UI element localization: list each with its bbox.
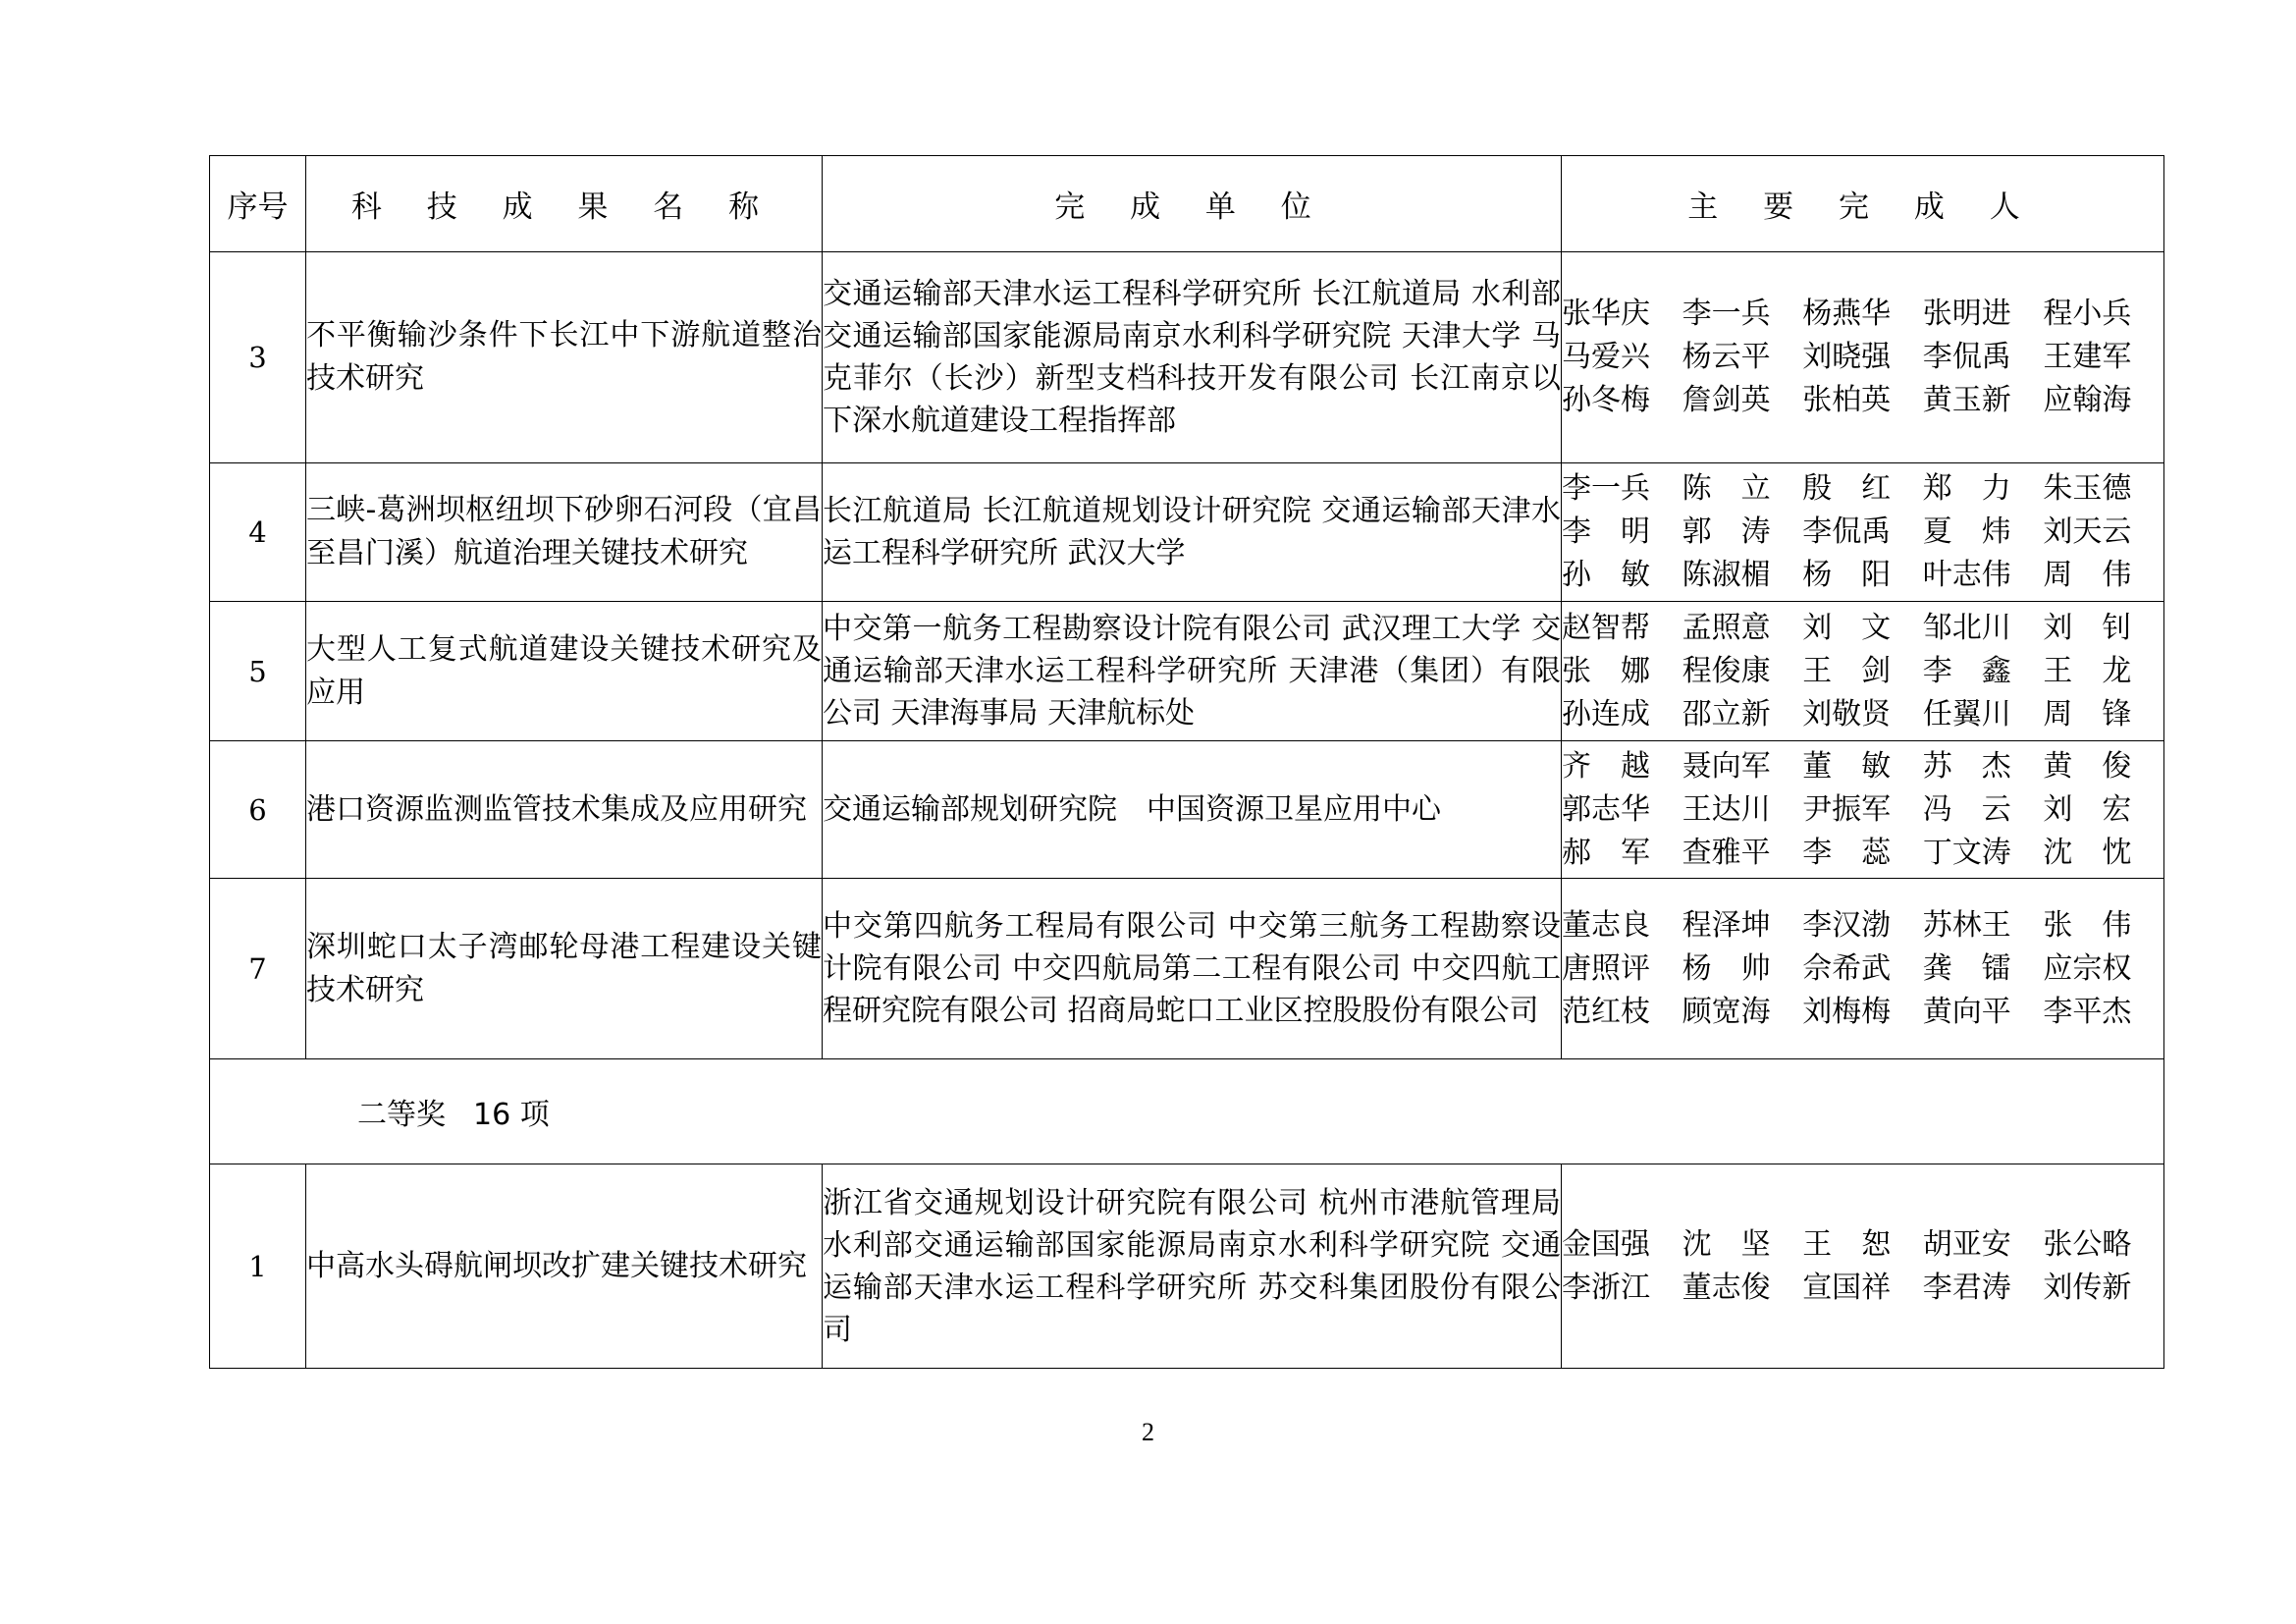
section-row xyxy=(210,1059,2164,1164)
person-name: 邹北川 xyxy=(1922,610,2011,645)
table-row xyxy=(210,741,2164,879)
person-name: 杨 阳 xyxy=(1802,558,1892,592)
completing-units: 中交第一航务工程勘察设计院有限公司 武汉理工大学 交通运输部天津水运工程科学研究所 天津港（集团）有限公司 天津海事局 天津航标处 xyxy=(823,602,1562,741)
achievement-name: 深圳蛇口太子湾邮轮母港工程建设关键技术研究 xyxy=(306,879,823,1059)
table-row xyxy=(210,463,2164,602)
person-name: 刘梅梅 xyxy=(1802,994,1892,1029)
person-name: 王达川 xyxy=(1682,791,1771,827)
page-number: 2 xyxy=(1142,1418,1154,1446)
person-name: 张 伟 xyxy=(2043,907,2132,943)
person-name: 李汉渤 xyxy=(1802,907,1892,943)
table-row xyxy=(210,879,2164,1059)
person-name: 马爱兴 xyxy=(1562,340,1650,374)
person-name: 沈 忱 xyxy=(2043,835,2132,870)
row-number: 3 xyxy=(210,252,306,463)
person-name: 刘 宏 xyxy=(2043,791,2132,827)
person-name: 孙连成 xyxy=(1562,696,1650,731)
completing-units: 浙江省交通规划设计研究院有限公司 杭州市港航管理局 水利部交通运输部国家能源局南京水利科学研究院 交通运输部天津水运工程科学研究所 苏交科集团股份有限公司 xyxy=(823,1164,1562,1369)
header-name: 科 技 成 果 名 称 xyxy=(306,156,823,252)
person-name: 唐照评 xyxy=(1562,950,1650,986)
person-name: 苏林王 xyxy=(1922,907,2011,943)
header-row xyxy=(210,156,2164,252)
person-name: 郭志华 xyxy=(1562,791,1650,827)
person-name: 李君涛 xyxy=(1922,1270,2011,1305)
person-name: 张公略 xyxy=(2043,1226,2132,1262)
completing-units: 交通运输部规划研究院 中国资源卫星应用中心 xyxy=(823,741,1562,879)
person-name: 齐 越 xyxy=(1562,748,1650,784)
person-name: 黄向平 xyxy=(1922,994,2011,1029)
person-name: 王 剑 xyxy=(1802,653,1892,688)
person-name: 李一兵 xyxy=(1562,471,1650,506)
header-seq: 序号 xyxy=(210,156,306,252)
person-name: 李 明 xyxy=(1562,514,1650,549)
completing-units: 长江航道局 长江航道规划设计研究院 交通运输部天津水运工程科学研究所 武汉大学 xyxy=(823,463,1562,602)
person-name: 张柏英 xyxy=(1802,383,1892,417)
person-name: 殷 红 xyxy=(1802,471,1892,506)
person-name: 刘天云 xyxy=(2043,514,2132,549)
person-name: 董志良 xyxy=(1562,907,1650,943)
person-name: 丁文涛 xyxy=(1922,835,2011,870)
person-name: 刘 文 xyxy=(1802,610,1892,645)
person-name: 聂向军 xyxy=(1682,748,1771,784)
table-row xyxy=(210,602,2164,741)
person-name: 刘传新 xyxy=(2043,1270,2132,1305)
row-number: 1 xyxy=(210,1164,306,1369)
achievement-name: 不平衡输沙条件下长江中下游航道整治技术研究 xyxy=(306,252,823,463)
person-name: 应宗权 xyxy=(2043,950,2132,986)
person-name: 冯 云 xyxy=(1922,791,2011,827)
person-name: 董志俊 xyxy=(1682,1270,1771,1305)
person-name: 郝 军 xyxy=(1562,835,1650,870)
person-name: 范红枝 xyxy=(1562,994,1650,1029)
person-name: 顾宽海 xyxy=(1682,994,1771,1029)
row-number: 6 xyxy=(210,741,306,879)
person-name: 杨燕华 xyxy=(1802,297,1892,331)
person-name: 郑 力 xyxy=(1922,471,2011,506)
row-number: 7 xyxy=(210,879,306,1059)
person-name: 程小兵 xyxy=(2043,297,2132,331)
table-row xyxy=(210,1164,2164,1369)
person-name: 张华庆 xyxy=(1562,297,1650,331)
main-people xyxy=(1562,252,2164,463)
main-people xyxy=(1562,602,2164,741)
person-name: 陈淑楣 xyxy=(1682,558,1771,592)
main-people xyxy=(1562,1164,2164,1369)
person-name: 李 鑫 xyxy=(1922,653,2011,688)
person-name: 孟照意 xyxy=(1682,610,1771,645)
person-name: 孙 敏 xyxy=(1562,558,1650,592)
person-name: 黄 俊 xyxy=(2043,748,2132,784)
person-name: 王建军 xyxy=(2043,340,2132,374)
achievement-name: 中高水头碍航闸坝改扩建关键技术研究 xyxy=(306,1164,823,1369)
section-title: 二等奖 xyxy=(357,1098,446,1132)
person-name: 黄玉新 xyxy=(1922,383,2011,417)
main-people xyxy=(1562,879,2164,1059)
person-name: 李侃禹 xyxy=(1922,340,2011,374)
person-name: 刘 钊 xyxy=(2043,610,2132,645)
person-name: 张明进 xyxy=(1922,297,2011,331)
person-name: 尹振军 xyxy=(1802,791,1892,827)
person-name: 龚 镭 xyxy=(1922,950,2011,986)
section-heading xyxy=(210,1059,2164,1164)
table-row xyxy=(210,252,2164,463)
section-count: 16 项 xyxy=(473,1098,550,1132)
person-name: 李一兵 xyxy=(1682,297,1771,331)
person-name: 程泽坤 xyxy=(1682,907,1771,943)
person-name: 胡亚安 xyxy=(1922,1226,2011,1262)
person-name: 杨 帅 xyxy=(1682,950,1771,986)
person-name: 李 蕊 xyxy=(1802,835,1892,870)
person-name: 周 伟 xyxy=(2043,558,2132,592)
row-number: 4 xyxy=(210,463,306,602)
person-name: 任翼川 xyxy=(1922,696,2011,731)
achievement-name: 大型人工复式航道建设关键技术研究及应用 xyxy=(306,602,823,741)
person-name: 佘希武 xyxy=(1802,950,1892,986)
main-people xyxy=(1562,741,2164,879)
person-name: 刘晓强 xyxy=(1802,340,1892,374)
person-name: 朱玉德 xyxy=(2043,471,2132,506)
person-name: 沈 坚 xyxy=(1682,1226,1771,1262)
completing-units: 中交第四航务工程局有限公司 中交第三航务工程勘察设计院有限公司 中交四航局第二工程有限公司 中交四航工程研究院有限公司 招商局蛇口工业区控股股份有限公司 xyxy=(823,879,1562,1059)
person-name: 李浙江 xyxy=(1562,1270,1650,1305)
person-name: 苏 杰 xyxy=(1922,748,2011,784)
person-name: 程俊康 xyxy=(1682,653,1771,688)
person-name: 叶志伟 xyxy=(1922,558,2011,592)
person-name: 金国强 xyxy=(1562,1226,1650,1262)
main-people xyxy=(1562,463,2164,602)
person-name: 王 龙 xyxy=(2043,653,2132,688)
person-name: 李侃禹 xyxy=(1802,514,1892,549)
header-units: 完 成 单 位 xyxy=(823,156,1562,252)
header-people: 主 要 完 成 人 xyxy=(1562,156,2164,252)
person-name: 董 敏 xyxy=(1802,748,1892,784)
person-name: 孙冬梅 xyxy=(1562,383,1650,417)
achievement-name: 三峡-葛洲坝枢纽坝下砂卵石河段（宜昌至昌门溪）航道治理关键技术研究 xyxy=(306,463,823,602)
person-name: 李平杰 xyxy=(2043,994,2132,1029)
person-name: 郭 涛 xyxy=(1682,514,1771,549)
awards-table xyxy=(209,155,2164,1369)
person-name: 应翰海 xyxy=(2043,383,2132,417)
row-number: 5 xyxy=(210,602,306,741)
person-name: 詹剑英 xyxy=(1682,383,1771,417)
person-name: 查雅平 xyxy=(1682,835,1771,870)
person-name: 邵立新 xyxy=(1682,696,1771,731)
person-name: 张 娜 xyxy=(1562,653,1650,688)
person-name: 周 锋 xyxy=(2043,696,2132,731)
achievement-name: 港口资源监测监管技术集成及应用研究 xyxy=(306,741,823,879)
person-name: 杨云平 xyxy=(1682,340,1771,374)
person-name: 刘敬贤 xyxy=(1802,696,1892,731)
person-name: 赵智帮 xyxy=(1562,610,1650,645)
person-name: 陈 立 xyxy=(1682,471,1771,506)
person-name: 王 恕 xyxy=(1802,1226,1892,1262)
person-name: 宣国祥 xyxy=(1802,1270,1892,1305)
person-name: 夏 炜 xyxy=(1922,514,2011,549)
completing-units: 交通运输部天津水运工程科学研究所 长江航道局 水利部交通运输部国家能源局南京水利科学研究院 天津大学 马克菲尔（长沙）新型支档科技开发有限公司 长江南京以下深水航道建设工程指挥部 xyxy=(823,252,1562,463)
